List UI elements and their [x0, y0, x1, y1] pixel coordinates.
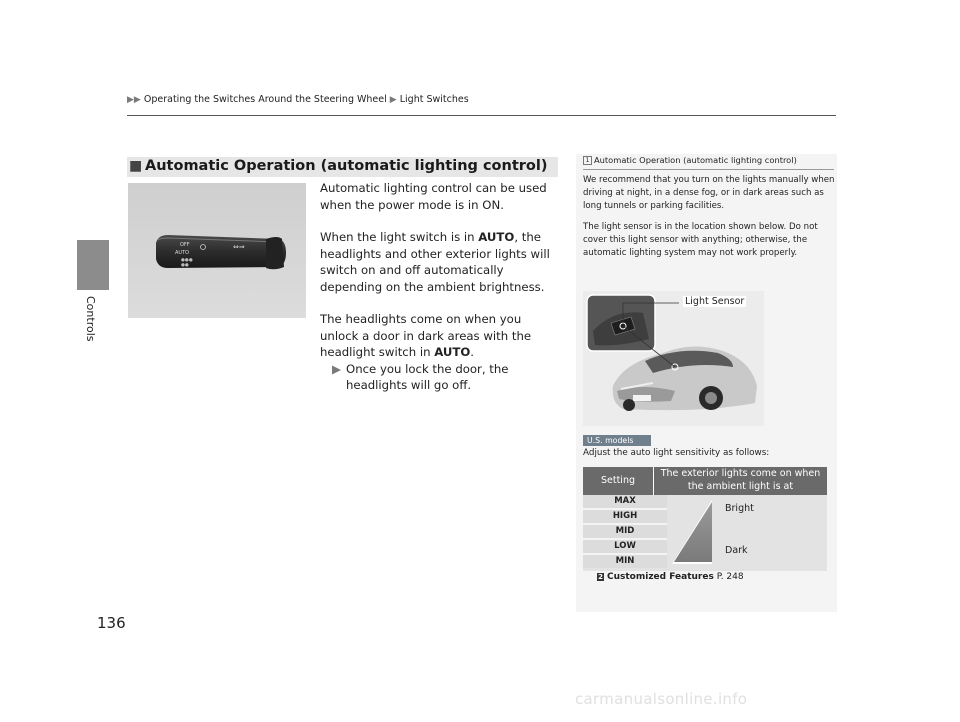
side-note-para-2: The light sensor is in the location shown below. Do not cover this light sensor with anything; otherwise, the automatic lighting system may not work properly. [583, 221, 818, 259]
customized-features-page: P. 248 [716, 572, 744, 582]
breadcrumb-part-1[interactable]: Operating the Switches Around the Steering Wheel [143, 94, 387, 105]
text-run: The headlights come on when you unlock a door in dark areas with the headlight switch in [320, 312, 532, 359]
side-note-divider [583, 169, 834, 170]
switch-label-auto: AUTO [175, 250, 190, 256]
bright-label: Bright [725, 503, 754, 514]
light-switch-photo [128, 183, 306, 318]
breadcrumb [127, 94, 469, 105]
customized-features-label[interactable]: Customized Features [607, 572, 714, 582]
auto-emphasis: AUTO [434, 345, 471, 359]
bullet-lock-door [320, 361, 560, 394]
level-low: LOW [583, 540, 667, 553]
breadcrumb-part-2[interactable]: Light Switches [399, 94, 469, 105]
side-note-para-1: We recommend that you turn on the lights manually when driving at night, in a dense fog, or in dark areas such as long tunnels or parking facilities. [583, 175, 835, 212]
side-note-title [583, 155, 797, 165]
table-header-setting: Setting [600, 475, 635, 486]
paragraph-unlock [320, 311, 560, 361]
watermark: carmanualsonline.info [575, 690, 748, 708]
brightness-wedge [672, 500, 714, 564]
arrow-icon: ▶ [389, 95, 397, 105]
cross-reference-icon: 2 [598, 573, 603, 581]
section-heading-text: Automatic Operation (automatic lighting control) [145, 158, 548, 174]
level-min: MIN [583, 555, 667, 568]
side-tab [81, 296, 101, 376]
us-models-badge: U.S. models [583, 435, 651, 446]
level-mid: MID [583, 525, 667, 538]
header-divider [127, 115, 836, 116]
table-header-ambient: The exterior lights come on when the ambient light is at [660, 468, 821, 492]
bullet-text: Once you lock the door, the headlights will go off. [346, 361, 509, 392]
adjust-sensitivity-text: Adjust the auto light sensitivity as follows: [583, 448, 770, 458]
reference-icon: 1 [583, 156, 592, 165]
auto-emphasis: AUTO [478, 230, 515, 244]
square-bullet-icon: ■ [129, 158, 143, 174]
section-heading [127, 157, 558, 177]
dark-label: Dark [725, 545, 748, 556]
side-note-title-text: Automatic Operation (automatic lighting control) [594, 155, 797, 165]
car-light-sensor-image [583, 291, 764, 426]
switch-label-off: OFF [180, 242, 190, 248]
side-note-text [583, 174, 835, 267]
light-switch-illustration [128, 183, 306, 318]
paragraph-power-mode: Automatic lighting control can be used when the power mode is in ON. [320, 181, 547, 212]
text-run: , the headlights and other exterior lights will switch on and off automatically depending on the ambient brightness. [320, 230, 550, 294]
car-illustration [583, 291, 764, 426]
level-max: MAX [583, 495, 667, 508]
section-body [320, 180, 560, 394]
bullet-arrow-icon: ▶ [332, 361, 341, 376]
customized-features-link[interactable] [597, 572, 744, 582]
side-tab-block [77, 240, 109, 290]
paragraph-auto-switch [320, 229, 560, 295]
light-sensor-label: Light Sensor [685, 296, 745, 307]
double-arrow-icon: ▶▶ [127, 95, 141, 105]
svg-text:⇔⇒: ⇔⇒ [233, 243, 245, 251]
side-tab-label: Controls [84, 296, 97, 342]
svg-text:●●●: ●●● [181, 258, 193, 263]
text-run: When the light switch is in [320, 230, 479, 244]
text-run: . [470, 345, 475, 359]
svg-text:●●: ●● [181, 263, 189, 268]
page-number: 136 [97, 614, 126, 632]
level-high: HIGH [583, 510, 667, 523]
